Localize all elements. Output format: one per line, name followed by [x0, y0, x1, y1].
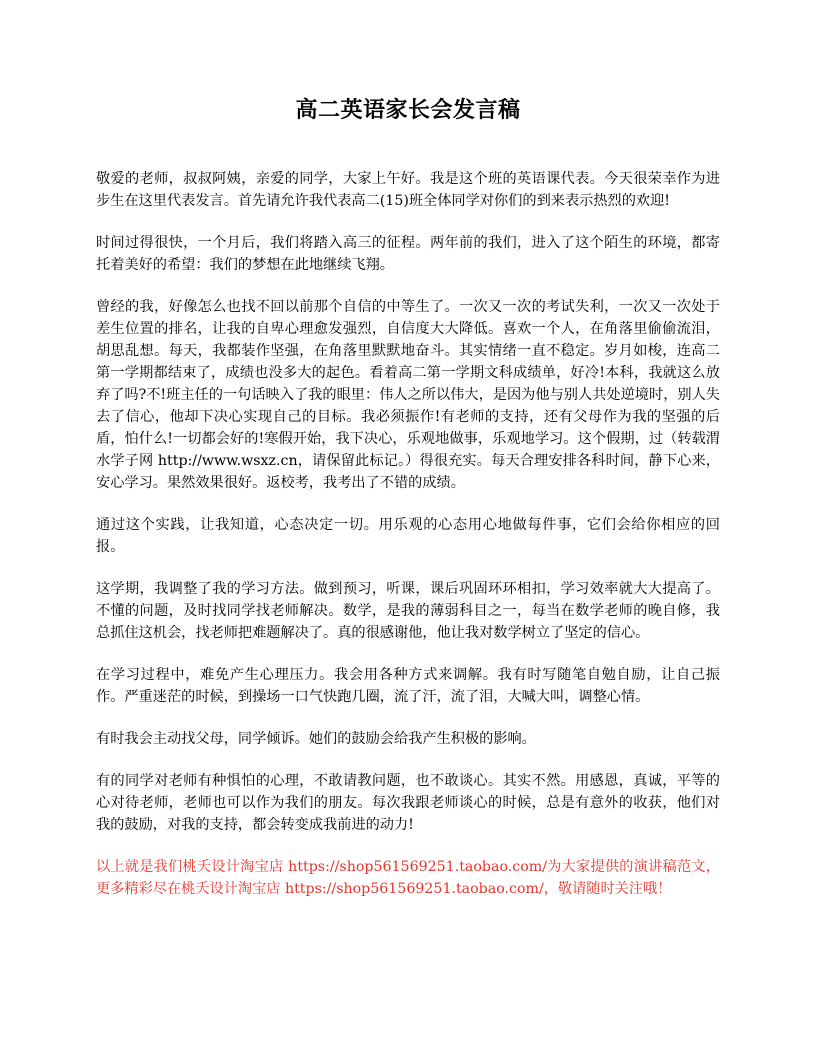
- paragraph-pressure: 在学习过程中，难免产生心理压力。我会用各种方式来调解。我有时写随笔自勉自励，让自己振作。严重迷茫的时候，到操场一口气快跑几圈，流了汗，流了泪，大喊大叫，调整心情。: [96, 667, 720, 705]
- paragraph-greeting: 敬爱的老师，叔叔阿姨，亲爱的同学，大家上午好。我是这个班的英语课代表。今天很荣幸作为进步生在这里代表发言。首先请允许我代表高二(15)班全体同学对你们的到来表示热烈的欢迎!: [96, 171, 720, 209]
- paragraph-attitude: 通过这个实践，让我知道，心态决定一切。用乐观的心态用心地做每件事，它们会给你相应的回报。: [96, 517, 720, 555]
- footer-promo-note: 以上就是我们桃夭设计淘宝店 https://shop561569251.taobao.com/为大家提供的演讲稿范文，更多精彩尽在桃夭设计淘宝店 https://shop561569251.taobao.com/，敬请随时关注哦！: [96, 859, 720, 897]
- paragraph-parents: 有时我会主动找父母，同学倾诉。她们的鼓励会给我产生积极的影响。: [96, 731, 536, 747]
- paragraph-past-self: 曾经的我，好像怎么也找不回以前那个自信的中等生了。一次又一次的考试失利，一次又一次处于差生位置的排名，让我的自卑心理愈发强烈，自信度大大降低。喜欢一个人，在角落里偷偷流泪，胡思乱想。每天，我都装作坚强，在角落里默默地奋斗。其实情绪一直不稳定。岁月如梭，连高二第一学期都结束了，成绩也没多大的起色。看着高二第一学期文科成绩单，好冷!本科，我就这么放弃了吗?不!班主任的一句话映入了我的眼里：伟人之所以伟大，是因为他与别人共处逆境时，别人失去了信心，他却下决心实现自己的目标。我必须振作!有老师的支持，还有父母作为我的坚强的后盾，怕什么!一切都会好的!寒假开始，我下决心，乐观地做事，乐观地学习。这个假期，过（转载渭水学子网 http://www.wsxz.cn，请保留此标记。）得很充实。每天合理安排各科时间，静下心来，安心学习。果然效果很好。返校考，我考出了不错的成绩。: [96, 299, 720, 491]
- document-title: 高二英语家长会发言稿: [295, 97, 521, 123]
- paragraph-time: 时间过得很快，一个月后，我们将踏入高三的征程。两年前的我们，进入了这个陌生的环境，都寄托着美好的希望：我们的梦想在此地继续飞翔。: [96, 235, 720, 273]
- paragraph-teachers: 有的同学对老师有种惧怕的心理，不敢请教问题，也不敢谈心。其实不然。用感恩，真诚，平等的心对待老师，老师也可以作为我们的朋友。每次我跟老师谈心的时候，总是有意外的收获，他们对我的鼓励，对我的支持，都会转变成我前进的动力!: [96, 773, 720, 833]
- document-body: [96, 168, 720, 900]
- paragraph-study-method: 这学期，我调整了我的学习方法。做到预习，听课，课后巩固环环相扣，学习效率就大大提高了。不懂的问题，及时找同学找老师解决。数学，是我的薄弱科目之一，每当在数学老师的晚自修，我总抓住这机会，找老师把难题解决了。真的很感谢他，他让我对数学树立了坚定的信心。: [96, 581, 720, 641]
